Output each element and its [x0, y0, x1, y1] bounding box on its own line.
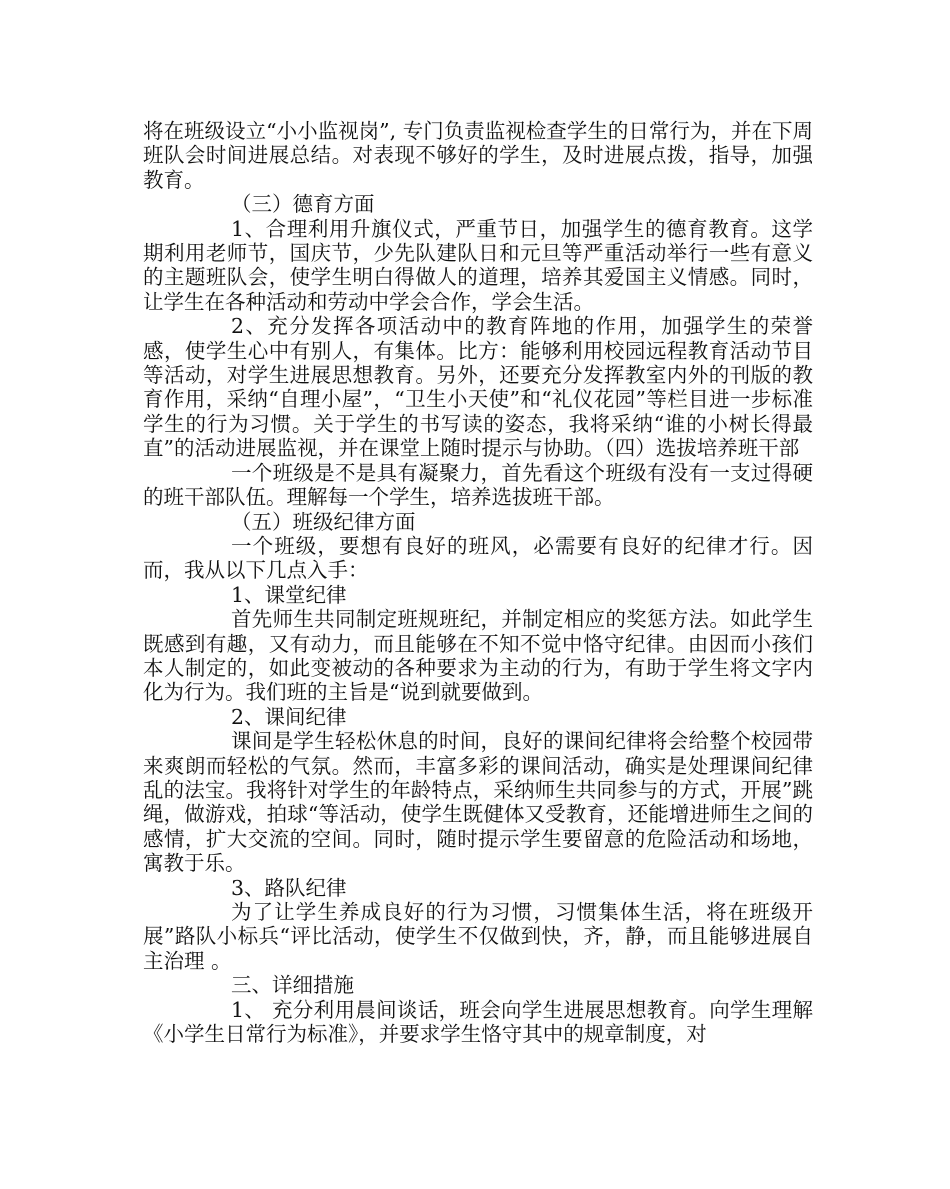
section-heading-class-discipline: （五）班级纪律方面 — [231, 509, 416, 534]
paragraph: 1、 充分利用晨间谈话，班会向学生进展思想教育。向学生理解《小学生日常行为标准》，并要求学生恪守其中的规章制度，对 — [143, 997, 813, 1047]
subheading-break-discipline: 2、课间纪律 — [231, 704, 347, 729]
paragraph: 课间是学生轻松休息的时间，良好的课间纪律将会给整个校园带来爽朗而轻松的气氛。然而，丰富多彩的课间活动，确实是处理课间纪律乱的法宝。我将针对学生的年龄特点，采纳师生共同参与的方式，开展”跳绳，做游戏，拍球“等活动，使学生既健体又受教育，还能增进师生之间的感情，扩大交流的空间。同时，随时提示学生要留意的危险活动和场地，寓教于乐。 — [143, 729, 813, 876]
section-heading-measures: 三、详细措施 — [231, 973, 354, 998]
paragraph: 首先师生共同制定班规班纪，并制定相应的奖惩方法。如此学生既感到有趣，又有动力，而且能够在不知不觉中恪守纪律。由因而小孩们本人制定的，如此变被动的各种要求为主动的行为，有助于学生将文字内化为行为。我们班的主旨是“说到就要做到。 — [143, 607, 813, 705]
subheading-classroom-discipline: 1、课堂纪律 — [231, 582, 347, 607]
section-heading-moral-education: （三）德育方面 — [231, 192, 375, 217]
paragraph: 2、充分发挥各项活动中的教育阵地的作用，加强学生的荣誉感，使学生心中有别人，有集体。比方：能够利用校园远程教育活动节目等活动，对学生进展思想教育。另外，还要充分发挥教室内外的刊版的教育作用，采纳“自理小屋”，“卫生小天使”和“礼仪花园”等栏目进一步标准学生的行为习惯。关于学生的书写读的姿态，我将采纳“谁的小树长得最直”的活动进展监视，并在课堂上随时提示与协助。（四）选拔培养班干部 — [143, 314, 813, 461]
paragraph: 一个班级，要想有良好的班风，必需要有良好的纪律才行。因而，我从以下几点入手： — [143, 533, 813, 583]
paragraph: 为了让学生养成良好的行为习惯，习惯集体生活，将在班级开展”路队小标兵“评比活动，使学生不仅做到快，齐，静，而且能够进展自主治理 。 — [143, 900, 813, 973]
document-body — [143, 119, 813, 1046]
subheading-queue-discipline: 3、路队纪律 — [231, 875, 347, 900]
paragraph: 将在班级设立“小小监视岗”, 专门负责监视检查学生的日常行为，并在下周班队会时间进展总结。对表现不够好的学生，及时进展点拨，指导，加强教育。 — [143, 119, 813, 192]
paragraph: 1、合理利用升旗仪式，严重节日，加强学生的德育教育。这学期利用老师节，国庆节，少先队建队日和元旦等严重活动举行一些有意义的主题班队会，使学生明白得做人的道理，培养其爱国主义情感。同时，让学生在各种活动和劳动中学会合作，学会生活。 — [143, 216, 813, 314]
paragraph: 一个班级是不是具有凝聚力，首先看这个班级有没有一支过得硬的班干部队伍。理解每一个学生，培养选拔班干部。 — [143, 460, 813, 510]
